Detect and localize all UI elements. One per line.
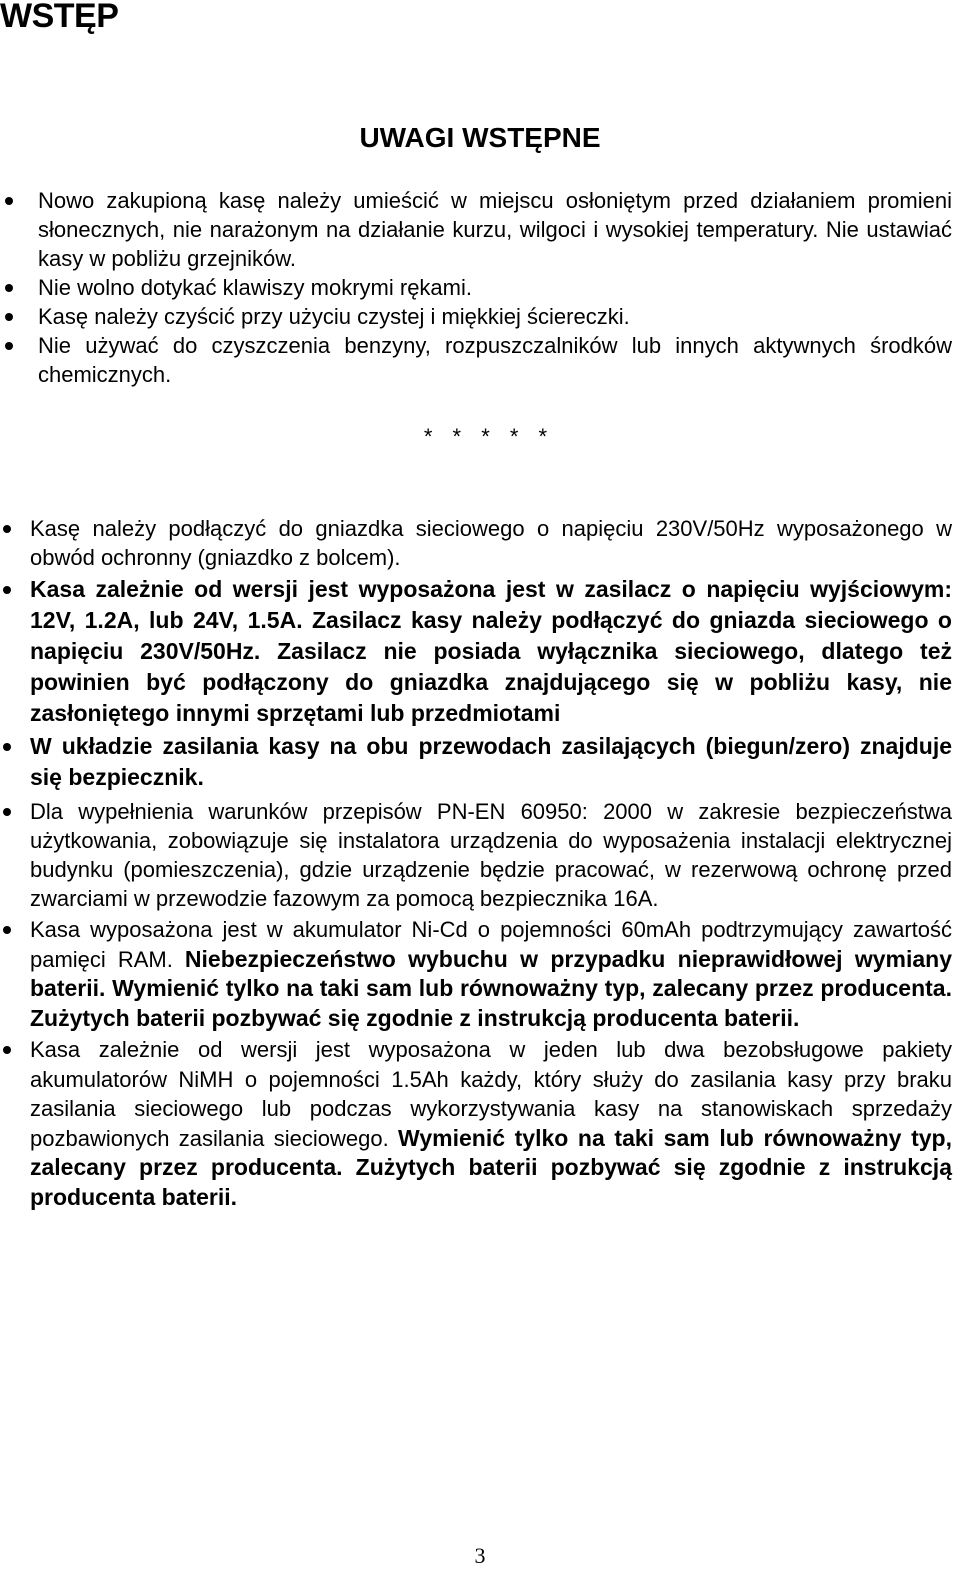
list-item-text: Nie używać do czyszczenia benzyny, rozpuszczalników lub innych aktywnych środków chemicznych.: [38, 333, 952, 387]
page-heading: WSTĘP: [0, 0, 119, 35]
bullet-icon: [3, 1046, 11, 1054]
list-item-text: Kasę należy podłączyć do gniazdka sieciowego o napięciu 230V/50Hz wyposażonego w obwód ochronny (gniazdko z bolcem).: [30, 516, 952, 570]
page-number: 3: [474, 1543, 486, 1568]
list-item: [30, 797, 952, 913]
list-item: [30, 731, 952, 793]
bullet-icon: [3, 743, 11, 751]
list-item-text: Nowo zakupioną kasę należy umieścić w miejscu osłoniętym przed działaniem promieni słonecznych, nie narażonym na działanie kurzu, wilgoci i wysokiej temperatury. Nie ustawiać kasy w pobliżu grzejników.: [38, 188, 952, 271]
section-title: UWAGI WSTĘPNE: [359, 122, 601, 153]
list-item: [38, 331, 952, 389]
battery-warning-text: Niebezpieczeństwo wybuchu w przypadku nieprawidłowej wymiany baterii. Wymienić tylko na taki sam lub równoważny typ, zalecany przez producenta. Zużytych baterii pozbywać się zgodnie z instrukcją producenta baterii.: [30, 945, 952, 1031]
list-item-text: Kasę należy czyścić przy użyciu czystej i miękkiej ściereczki.: [38, 304, 630, 329]
general-notes-list: [38, 186, 952, 389]
list-item: [38, 186, 952, 273]
battery-warning-text: Wymienić tylko na taki sam lub równoważny typ, zalecany przez producenta. Zużytych baterii pozbywać się zgodnie z instrukcją producenta baterii.: [30, 1124, 952, 1210]
power-safety-list: [30, 514, 952, 1212]
bullet-icon: [3, 808, 11, 816]
bullet-icon: [3, 586, 11, 594]
section-separator: * * * * *: [423, 424, 555, 449]
list-item: [30, 1035, 952, 1212]
bullet-icon: [3, 926, 11, 934]
list-item: [30, 574, 952, 729]
list-item-text: Kasa zależnie od wersji jest wyposażona w jeden lub dwa bezobsługowe pakiety akumulatorów NiMH o pojemności 1.5Ah każdy, który służy do zasilania kasy przy braku zasilania sieciowego lub podczas wykorzystywania kasy na stanowiskach sprzedaży pozbawionych zasilania sieciowego.: [30, 1037, 952, 1151]
list-item-text: Nie wolno dotykać klawiszy mokrymi rękami.: [38, 275, 472, 300]
list-item-text: Dla wypełnienia warunków przepisów PN-EN 60950: 2000 w zakresie bezpieczeństwa użytkowania, zobowiązuje się instalatora urządzenia do wyposażenia instalacji elektrycznej budynku (pomieszczenia), gdzie urządzenie będzie pracować, w rezerwową ochronę przed zwarciami w przewodzie fazowym za pomocą bezpiecznika 16A.: [30, 799, 952, 911]
bullet-icon: [5, 313, 13, 321]
list-item-text: W układzie zasilania kasy na obu przewodach zasilających (biegun/zero) znajduje się bezpiecznik.: [30, 733, 952, 790]
bullet-icon: [5, 342, 13, 350]
list-item: [30, 514, 952, 572]
bullet-icon: [3, 525, 11, 533]
list-item-text: Kasa wyposażona jest w akumulator Ni-Cd o pojemności 60mAh podtrzymujący zawartość pamięci RAM.: [30, 917, 952, 972]
list-item: [38, 302, 952, 331]
list-item: [30, 915, 952, 1033]
list-item: [38, 273, 952, 302]
list-item-text: Kasa zależnie od wersji jest wyposażona jest w zasilacz o napięciu wyjściowym: 12V, 1.2A, lub 24V, 1.5A. Zasilacz kasy należy podłączyć do gniazda sieciowego o napięciu 230V/50Hz. Zasilacz nie posiada wyłącznika sieciowego, dlatego też powinien być podłączony do gniazdka znajdującego się w pobliżu kasy, nie zasłoniętego innymi sprzętami lub przedmiotami: [30, 576, 952, 726]
bullet-icon: [5, 197, 13, 205]
bullet-icon: [5, 284, 13, 292]
